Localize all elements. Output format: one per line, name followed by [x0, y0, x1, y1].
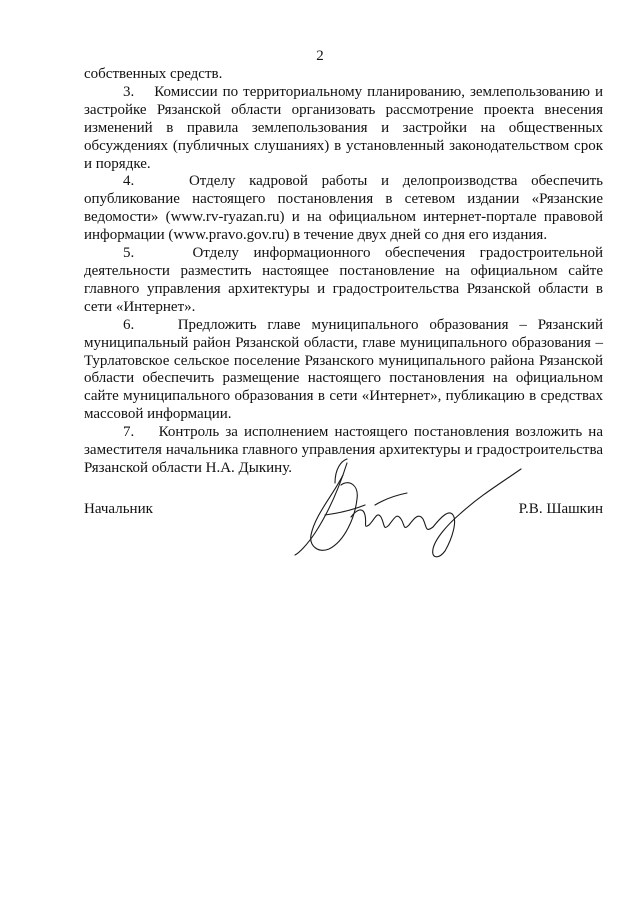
paragraph-item-4: 4. Отделу кадровой работы и делопроизводства обеспечить опубликование настоящего постановления в сетевом издании «Рязанские ведомости» (www.rv-ryazan.ru) и на официальном интернет-портале правовой информации (www.pravo.gov.ru) в течение двух дней со дня его издания. — [84, 173, 603, 244]
paragraph-item-5: 5. Отделу информационного обеспечения градостроительной деятельности разместить настоящее постановление на официальном сайте главного управления архитектуры и градостроительства Рязанской области в сети «Интернет». — [84, 245, 603, 315]
paragraph-item-6: 6. Предложить главе муниципального образования – Рязанский муниципальный район Рязанской области, главе муниципального образования – Турлатовское сельское поселение Рязанского муниципального района Рязанской области обеспечить размещение настоящего постановления на официальном сайте муниципального образования в сети «Интернет», публикацию в средствах массовой информации. — [84, 316, 603, 423]
signature-row — [84, 500, 603, 520]
paragraph-item-3: 3. Комиссии по территориальному планированию, землепользованию и застройке Рязанской области организовать рассмотрение проекта внесения изменений в правила землепользования и застройки на общественных обсуждениях (публичных слушаниях) в установленный законодательством срок и порядке. — [84, 83, 603, 172]
signer-position: Начальник — [84, 501, 153, 517]
paragraph-continuation: собственных средств. — [84, 66, 223, 82]
page-number: 2 — [316, 48, 324, 64]
signer-name: Р.В. Шашкин — [518, 501, 603, 517]
paragraph-item-7: 7. Контроль за исполнением настоящего постановления возложить на заместителя начальника главного управления архитектуры и градостроительства Рязанской области Н.А. Дыкину. — [84, 424, 603, 476]
document-body — [84, 66, 603, 478]
